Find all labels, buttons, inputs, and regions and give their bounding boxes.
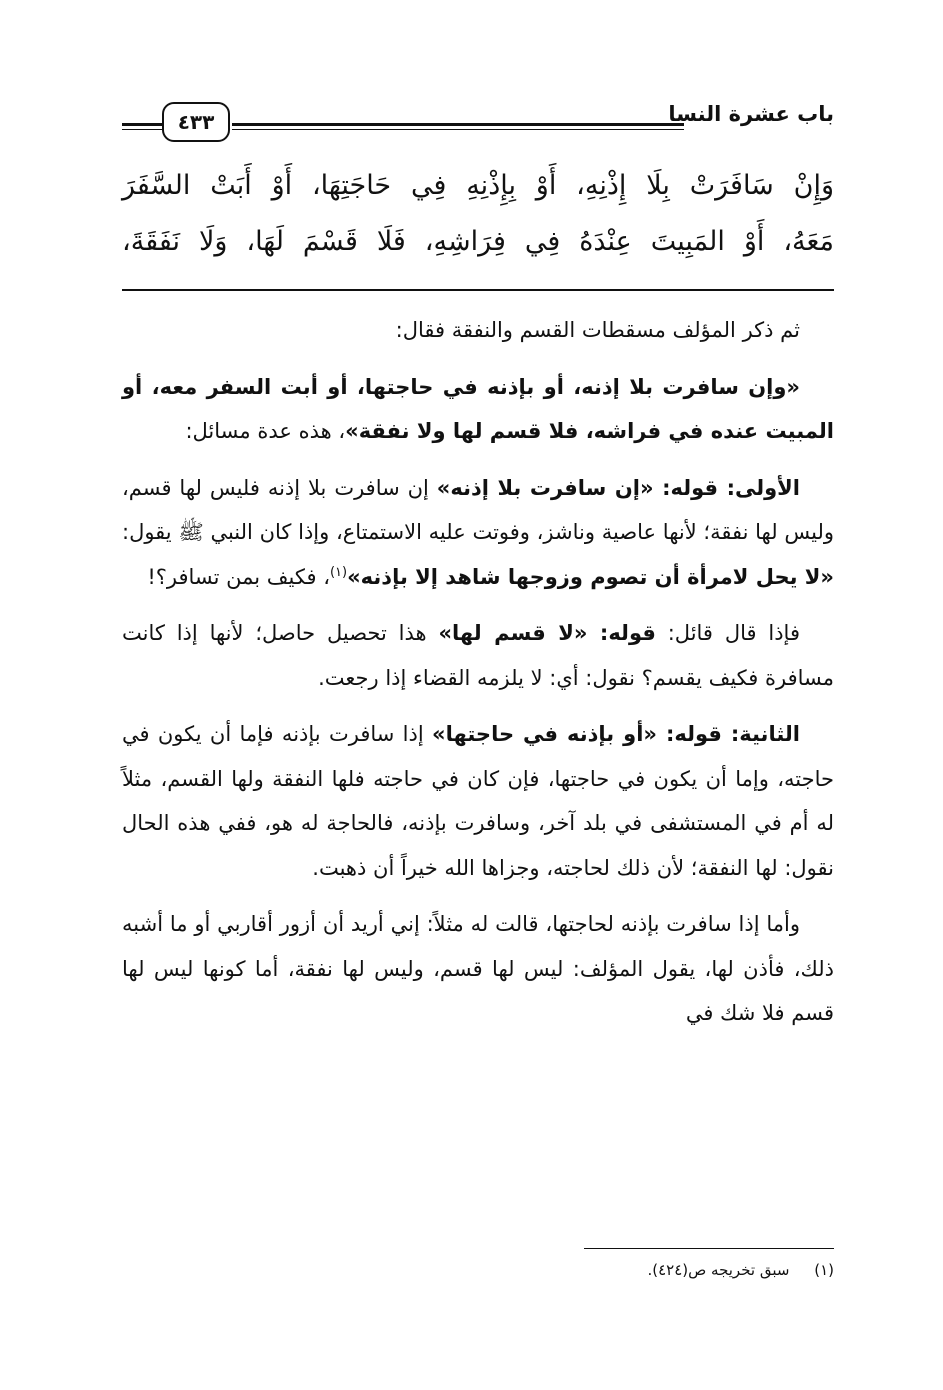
paragraph-text: ثم ذكر المؤلف مسقطات القسم والنفقة فقال: xyxy=(395,318,800,342)
running-title: باب عشرة النسا xyxy=(668,102,834,126)
header-rule-thin xyxy=(232,129,684,130)
hadith-quote: «لا يحل لامرأة أن تصوم وزوجها شاهد إلا بإذنه» xyxy=(347,564,834,589)
header-rule-left xyxy=(122,123,162,126)
matn-text xyxy=(122,158,834,270)
commentary xyxy=(122,308,834,1048)
paragraph xyxy=(122,308,834,353)
footnote-number: (١) xyxy=(814,1261,834,1279)
matn-quote: «وإن سافرت بلا إذنه، أو بإذنه في حاجتها، أو أبت السفر معه، أو المبيت عنده في فراشه، فلا قسم لها ولا نفقة» xyxy=(122,374,834,443)
matn-divider xyxy=(122,289,834,291)
header-rule-left-thin xyxy=(122,129,162,130)
issue-heading: الأولى: قوله: «إن سافرت بلا إذنه» xyxy=(436,475,800,500)
matn-line: مَعَهُ، أَوْ المَبِيتَ عِنْدَهُ فِي فِرَاشِهِ، فَلَا قَسْمَ لَهَا، وَلَا نَفَقَةَ، xyxy=(122,226,834,257)
issue-heading: الثانية: قوله: «أو بإذنه في حاجتها» xyxy=(432,722,800,746)
paragraph-text: فإذا قال قائل: xyxy=(655,621,800,645)
matn-line: وَإِنْ سَافَرَتْ بِلَا إِذْنِهِ، أَوْ بِإِذْنِهِ فِي حَاجَتِهَا، أَوْ أَبَتْ السَّفَرَ xyxy=(122,170,834,201)
paragraph xyxy=(122,611,834,700)
paragraph xyxy=(122,466,834,600)
paragraph xyxy=(122,365,834,454)
paragraph xyxy=(122,902,834,1036)
footnote xyxy=(122,1258,834,1282)
page-number: ٤٣٣ xyxy=(162,102,230,142)
paragraph xyxy=(122,712,834,890)
header-rule xyxy=(232,123,684,126)
footnote-text: سبق تخريجه ص(٤٢٤). xyxy=(647,1261,790,1279)
paragraph-text: إن سافرت بلا إذنه فليس لها قسم، وليس لها نفقة؛ لأنها عاصية وناشز، وفوتت عليه الاستمتاع، وإذا كان النبي ﷺ يقول: xyxy=(122,475,834,544)
paragraph-text: ، فكيف بمن تسافر؟! xyxy=(147,564,330,589)
footnote-divider xyxy=(584,1248,834,1249)
paragraph-text: إذا سافرت بإذنه فإما أن يكون في حاجته، وإما أن يكون في حاجتها، فإن كان في حاجته فلها النفقة ولها القسم، مثلاً له أم في المستشفى في بلد آخر، وسافرت بإذنه، فالحاجة له هو، ففي هذه الحال نقول: لها النفقة؛ لأن ذلك لحاجته، وجزاها الله خيراً أن ذهبت. xyxy=(122,722,834,880)
page-header xyxy=(122,96,834,156)
footnote-ref[interactable]: (١) xyxy=(329,564,348,580)
paragraph-text: وأما إذا سافرت بإذنه لحاجتها، قالت له مثلاً: إني أريد أن أزور أقاربي أو ما أشبه ذلك، فأذن لها، يقول المؤلف: ليس لها قسم، وليس لها نفقة، أما كونها ليس لها قسم فلا شك في xyxy=(122,912,834,1025)
issue-heading: قوله: «لا قسم لها» xyxy=(438,621,656,645)
paragraph-text: هذا تحصيل حاصل؛ لأنها إذا كانت مسافرة فكيف يقسم؟ نقول: أي: لا يلزمه القضاء إذا رجعت. xyxy=(122,621,834,690)
paragraph-text: ، هذه عدة مسائل: xyxy=(185,419,346,443)
